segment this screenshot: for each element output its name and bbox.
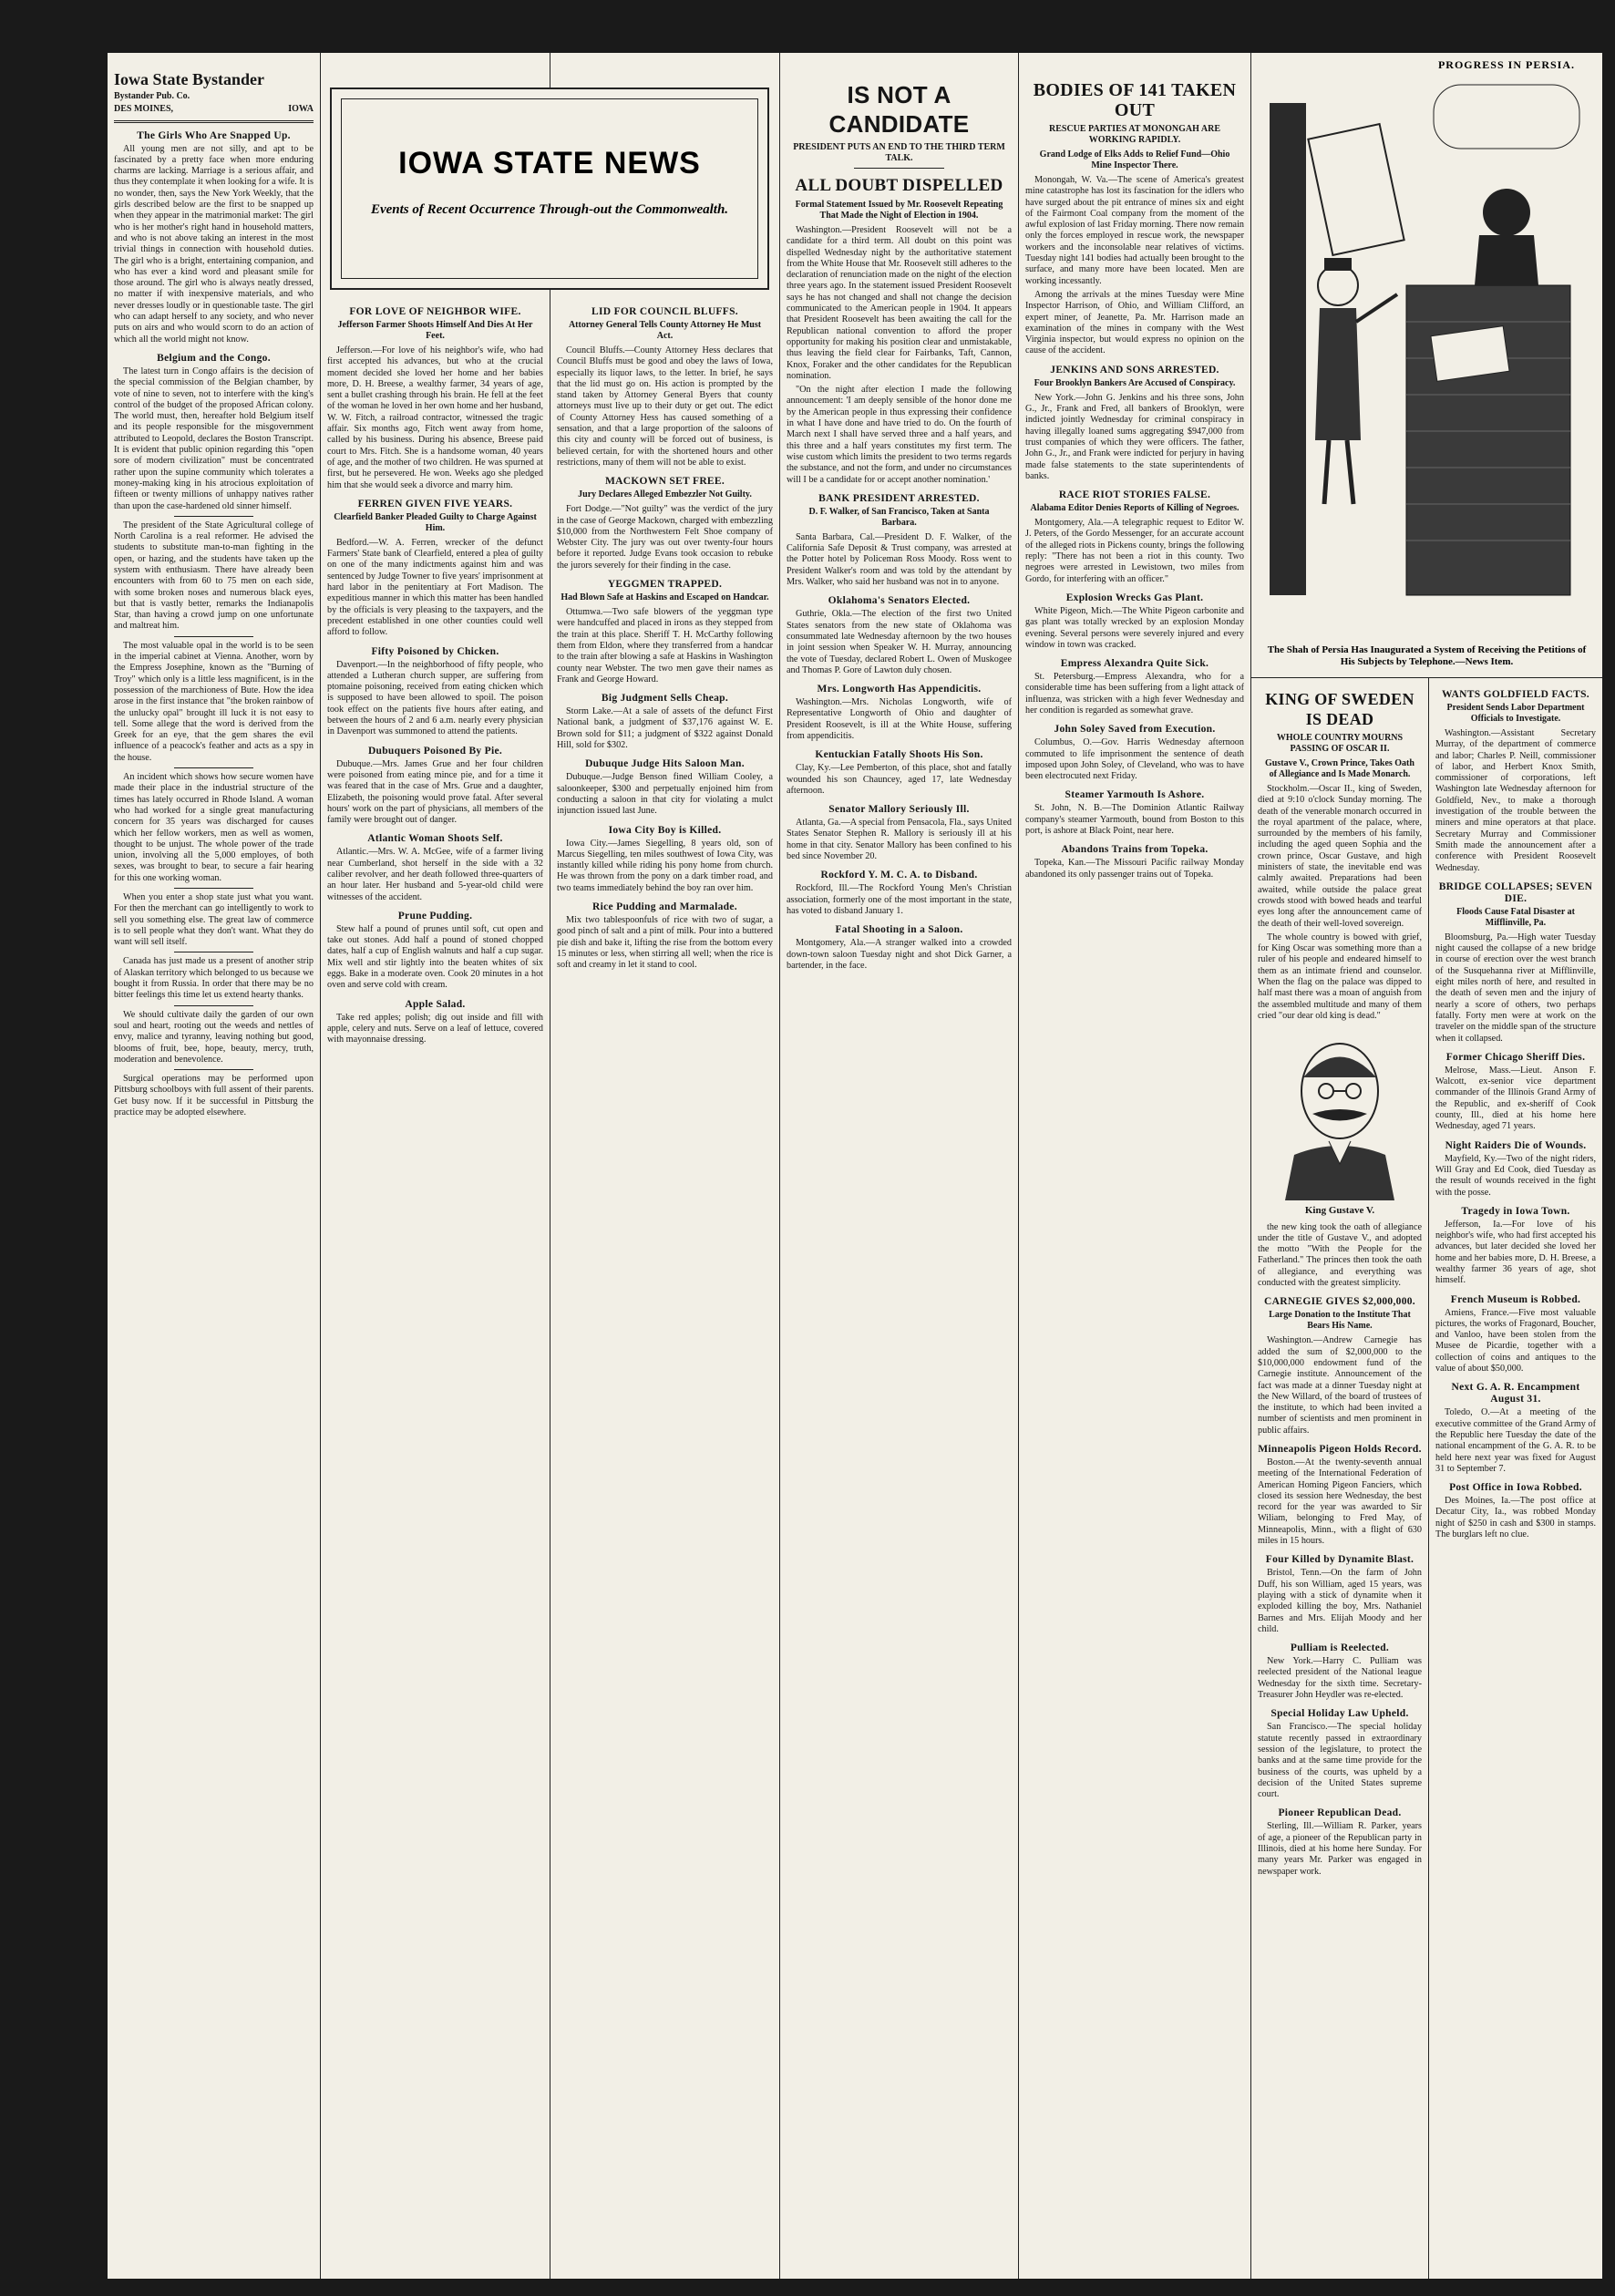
divider bbox=[854, 168, 944, 169]
article-body: Jefferson.—For love of his neighbor's wife, who had first accepted his advances, but who at the crucial moment decided she loved her home and her babies more, D. H. Breese, a wealthy farmer, 34 years of age, sent a bullet crashing through his brain. He fell at the feet of the woman he loved in her own home and her husband, W. W. Fitch, a railroad contractor, witnessed the tragic affair. Six months ago, Fitch went away from home, called by his business. During his absence, Breese paid court to Mrs. Fitch. She is a handsome woman, 40 years of age, and the mother of two children. He was spurned at first, but he persevered. He won. Weeks ago she pledged him that she would seek a divorce and marry him. bbox=[327, 345, 543, 490]
article-body: Take red apples; polish; dig out inside and fill with apple, celery and nuts. Serve on a leaf of lettuce, covered with mayonnaise dressing. bbox=[327, 1012, 543, 1045]
article-body: Davenport.—In the neighborhood of fifty people, who attended a Lutheran church supper, are suffering from ptomaine poisoning, received from eating chicken which is supposed to have been allowed to spoil. The poison took effect on the patients five hours after eating, and between the hours of 2 and 6 a.m. nearly every physician in Davenport was summoned to attend the patients. bbox=[327, 659, 543, 737]
article-headline: Big Judgment Sells Cheap. bbox=[601, 693, 729, 705]
masthead-state: IOWA bbox=[288, 104, 314, 115]
article-body: When you enter a shop state just what you want. For then the merchant can go intelligently to work to sell you something else. The great law of commerce is to sell people what they don't want. What they do want will sell itself. bbox=[114, 892, 314, 948]
article-headline: BODIES OF 141 TAKEN OUT bbox=[1033, 80, 1237, 120]
article-subhead: Jury Declares Alleged Embezzler Not Guilty. bbox=[578, 489, 752, 500]
article-subhead: President Sends Labor Department Officials to Investigate. bbox=[1446, 703, 1585, 724]
article-headline: Tragedy in Iowa Town. bbox=[1461, 1205, 1570, 1217]
article-headline: Special Holiday Law Upheld. bbox=[1270, 1708, 1409, 1720]
article-headline: MACKOWN SET FREE. bbox=[604, 476, 725, 488]
article-headline: Explosion Wrecks Gas Plant. bbox=[1065, 592, 1204, 603]
divider bbox=[174, 1069, 254, 1070]
article-body: Boston.—At the twenty-seventh annual meeting of the International Federation of American Homing Pigeon Fanciers, which closed its session here Wednesday, the best record for the year was awarded to Sir Wiliam, belonging to Fred May, of Minneapolis, Minn., with a flight of 630 miles in 15 hours. bbox=[1258, 1457, 1422, 1547]
article-headline: Empress Alexandra Quite Sick. bbox=[1060, 658, 1209, 670]
article-body: New York.—John G. Jenkins and his three sons, John G., Jr., Frank and Fred, all bankers of Brooklyn, were indicted jointly Wednesday for criminal conspiracy in having illegally loaned sums aggregating $947,000 from trust companies of which they were officers. The father, John G., Jr., and Frank were indicted for perjury in having made false statements to the state superintendents of banks. bbox=[1025, 392, 1244, 481]
article-headline: Pulliam is Reelected. bbox=[1290, 1642, 1390, 1654]
column-4 bbox=[780, 53, 1019, 2279]
masthead-issue: Bystander Pub. Co. bbox=[114, 91, 190, 101]
article-headline: Kentuckian Fatally Shoots His Son. bbox=[815, 749, 983, 761]
article-subhead: Four Brooklyn Bankers Are Accused of Conspiracy. bbox=[1034, 377, 1236, 388]
article-headline: Night Raiders Die of Wounds. bbox=[1445, 1139, 1587, 1151]
article-body: Jefferson, Ia.—For love of his neighbor's wife, who had first accepted his advances, but later decided she loved her home and her babies more, D. H. Breese, a wealthy farmer 36 years of age, shot himself. bbox=[1435, 1219, 1596, 1286]
banner-frame bbox=[341, 98, 758, 279]
article-headline: WANTS GOLDFIELD FACTS. bbox=[1442, 689, 1589, 700]
article-body: Mayfield, Ky.—Two of the night riders, Will Gray and Ed Cook, died Tuesday as the result of wounds received in the fight with the posse. bbox=[1435, 1153, 1596, 1198]
article-body: Among the arrivals at the mines Tuesday were Mine Inspector Harrison, of Ohio, and William Clifford, an expert miner, of Jeanette, Pa. Mr. Harrison made an examination of the mines in company with the West Virginia inspector, but would express no opinion on the cause of the accident. bbox=[1025, 289, 1244, 356]
masthead-city: DES MOINES, bbox=[114, 104, 174, 115]
article-body: The whole country is bowed with grief, for King Oscar was something more than a ruler of his people and endeared himself to them as an intimate friend and counselor. When the flag on the palace was dipped to half mast there was a moan of anguish from the assembled multitude and many of them cried "our dear old king is dead." bbox=[1258, 932, 1422, 1021]
column-3 bbox=[550, 53, 780, 2279]
article-headline: Iowa City Boy is Killed. bbox=[608, 824, 722, 836]
article-body: Des Moines, Ia.—The post office at Decatur City, Ia., was robbed Monday night of $250 in cash and $300 in stamps. The burglars left no clue. bbox=[1435, 1496, 1596, 1540]
article-body: Clay, Ky.—Lee Pemberton, of this place, shot and fatally wounded his son Chauncey, aged 17, late Wednesday afternoon. bbox=[787, 763, 1012, 796]
article-headline: CARNEGIE GIVES $2,000,000. bbox=[1264, 1296, 1415, 1308]
divider bbox=[174, 516, 254, 517]
article-body: The most valuable opal in the world is to be seen in the imperial cabinet at Vienna. Another, worn by the Empress Josephine, known as the "Burning of Troy" which only is a little less magnificent, is in the possession of the marchioness of Bute. How the idea arose in the first instance that "the broken rainbow of the unlucky opal" brought ill luck it is not easy to tell. Some allege that the word is derived from the Greek for an eye, that the gem shares the evil influence of a peacock's feather and acts as a spy in the house. bbox=[114, 640, 314, 763]
section-banner bbox=[330, 88, 769, 290]
article-headline: Dubuquers Poisoned By Pie. bbox=[367, 745, 503, 757]
article-subhead: RESCUE PARTIES AT MONONGAH ARE WORKING RAPIDLY. bbox=[1048, 124, 1220, 145]
article-headline: KING OF SWEDEN IS DEAD bbox=[1265, 690, 1414, 728]
cartoon-panel bbox=[1251, 53, 1602, 678]
article-body: St. Petersburg.—Empress Alexandra, who for a considerable time has been suffering from a light attack of influenza, was stricken with a high fever Wednesday and her condition is regarded as somewhat grave. bbox=[1025, 672, 1244, 716]
article-body: An incident which shows how secure women have made their place in the industrial structure of the times has lately occurred in Rhode Island. A woman who had worked for a single great manufacturing concern for 35 years was discharged for causes which her fellow workers, men as well as women, thought to be unjust. The whole power of the trade union, involving all the 5,000 employes, of both sexes, was brought to bear, to secure a fair hearing for this one working woman. bbox=[114, 772, 314, 883]
article-headline: Dubuque Judge Hits Saloon Man. bbox=[585, 758, 745, 770]
portrait-illustration bbox=[1258, 1027, 1422, 1200]
article-headline: Former Chicago Sheriff Dies. bbox=[1445, 1051, 1586, 1063]
article-body: White Pigeon, Mich.—The White Pigeon carbonite and gas plant was totally wrecked by an explosion Monday evening. Several persons were severely injured and every window in town was cracked. bbox=[1025, 605, 1244, 650]
article-body: Guthrie, Okla.—The election of the first two United States senators from the new state of Oklahoma was consummated late Wednesday afternoon by the two houses in joint session when Speaker W. H. Murray, announcing the vote of Tuesday, declared Robert L. Owen of Muskogee and Thomas P. Gore of Lawton duly chosen. bbox=[787, 609, 1012, 675]
divider bbox=[114, 120, 314, 123]
article-body: Bedford.—W. A. Ferren, wrecker of the defunct Farmers' State bank of Clearfield, entered a plea of guilty on one of the many indictments against him and was sentenced by Judge Towner to five years' imprisonment at hard labor in the penitentiary at Fort Madison. The expeditious manner in which this matter has been handled by the officials is very pleasing to the taxpayers, and the precedent established in one other counties could well afford to follow. bbox=[327, 537, 543, 638]
article-body: Storm Lake.—At a sale of assets of the defunct First National bank, a judgment of $37,176 against W. E. Brown sold for $11; a judgment of $322 against Donald Hill, sold for $302. bbox=[557, 706, 773, 751]
article-subhead: D. F. Walker, of San Francisco, Taken at Santa Barbara. bbox=[808, 506, 990, 528]
portrait-king-gustave bbox=[1258, 1027, 1422, 1216]
article-body: Fort Dodge.—"Not guilty" was the verdict of the jury in the case of George Mackown, charged with embezzling $10,000 from the Northwestern Felt Shoe company of Webster City. The jury was out over twenty-four hours before it reported. Judge Evans took occasion to rebuke the jurors severely for their finding in the case. bbox=[557, 504, 773, 571]
divider bbox=[174, 767, 254, 768]
column-1 bbox=[108, 53, 321, 2279]
article-body: Mix two tablespoonfuls of rice with two of sugar, a good pinch of salt and a pint of milk. Pour into a buttered pie dish and bake it, lifting the rise from the bottom every 15 minutes or less, when stirring all well; when the rice is soft and creamy in let it stand to cool. bbox=[557, 914, 773, 971]
article-body: Sterling, Ill.—William R. Parker, years of age, a pioneer of the Republican party in Illinois, died at his home here Sunday. For many years Mr. Parker was engaged in newspaper work. bbox=[1258, 1821, 1422, 1877]
article-body: Bloomsburg, Pa.—High water Tuesday night caused the collapse of a new bridge in course of erection over the west branch of the Susquehanna river at Mifflinville, eight miles north of here, and resulted in the death of seven men and the injury of nearly a score of others, two perhaps fatally. Forty men were at work on the traveler on the middle span of the structure when it collapsed. bbox=[1435, 932, 1596, 1044]
article-body: Montgomery, Ala.—A telegraphic request to Editor W. J. Peters, of the Gordo Messenger, for an accurate account of the alleged riots in Pickens county, brings the following reply: "There has not been a riot in this county. Two negroes were arrested in Lewistown, two miles from Gordo, for interfering with an officer." bbox=[1025, 518, 1244, 584]
article-headline: ALL DOUBT DISPELLED bbox=[795, 176, 1003, 195]
article-body: Surgical operations may be performed upon Pittsburg schoolboys with full assent of their parents. Get busy now. If it be successful in Pittsburg the practice may be adopted elsewhere. bbox=[114, 1074, 314, 1118]
article-body: Bristol, Tenn.—On the farm of John Duff, his son William, aged 15 years, was playing with a stick of dynamite when it exploded killing the boy, Mrs. Nathaniel Barnes and Mrs. Elijah Moody and her child. bbox=[1258, 1568, 1422, 1634]
column-5 bbox=[1019, 53, 1251, 2279]
article-headline: French Museum is Robbed. bbox=[1450, 1293, 1581, 1305]
article-body: Toledo, O.—At a meeting of the executive committee of the Grand Army of the Republic here Tuesday the date of the national encampment of the G. A. R. to be held here next year was fixed for August 31 to September 7. bbox=[1435, 1407, 1596, 1474]
article-headline: Fatal Shooting in a Saloon. bbox=[835, 924, 963, 936]
article-headline: Rice Pudding and Marmalade. bbox=[592, 901, 737, 912]
article-headline: YEGGMEN TRAPPED. bbox=[607, 579, 723, 591]
article-body: Monongah, W. Va.—The scene of America's greatest mine catastrophe has lost its fascination for the idlers who have surged about the pit entrance of mines six and eight of the Fairmont Coal company from the moment of the awful explosion of last Friday morning. There now remain only the forces employed in rescue work, the newspaper workers and the inconsolable near relatives of victims. Tuesday night 141 bodies had actually been brought to the surface, and many more have been located. Men are working incessantly. bbox=[1025, 175, 1244, 286]
article-body: Columbus, O.—Gov. Harris Wednesday afternoon commuted to life imprisonment the sentence of death imposed upon John Soley, of Cleveland, who was to have been electrocuted next Friday. bbox=[1025, 737, 1244, 782]
article-body: "On the night after election I made the following announcement: 'I am deeply sensible of the honor done me by the American people in thus expressing their confidence in what I have done and have tried to do. On the fourth of March next I shall have served three and a half years, and this three and a half years constitutes my first term. The wise custom which limits the president to two terms regards the substance, and not the form, and under no circumstances will I be a candidate for or accept another nomination.' bbox=[787, 385, 1012, 485]
divider bbox=[174, 636, 254, 637]
article-headline: BRIDGE COLLAPSES; SEVEN DIE. bbox=[1438, 880, 1593, 904]
article-body: Stew half a pound of prunes until soft, cut open and take out stones. Add half a pound of stoned chopped dates, half a cup of English walnuts and half a cup sugar. Mix well and stir lightly into the beaten whites of six eggs. Bake in a moderate oven. Cook 20 minutes in a hot oven and serve cold with cream. bbox=[327, 923, 543, 991]
article-headline: Apple Salad. bbox=[405, 998, 466, 1010]
article-body: Dubuque.—Judge Benson fined William Cooley, a saloonkeeper, $300 and perpetually enjoined him from conducting a saloon in that city for violating a mulct injunction issued last June. bbox=[557, 772, 773, 817]
article-subhead: Had Blown Safe at Haskins and Escaped on Handcar. bbox=[561, 592, 769, 603]
article-headline: FERREN GIVEN FIVE YEARS. bbox=[357, 498, 513, 510]
article-body: The latest turn in Congo affairs is the decision of the special commission of the Belgian chamber, by vote of nine to seven, not to interfere with the king's control of the budget of the proposed African colony. The world must, then, hereafter hold Belgium itself and its people responsible for the misgovernment attributed to Leopold, declares the Boston Transcript. It is evident that public opinion regarding this "open sore of modern civilization" must be concentrated rather upon the supine community which tolerates a money-making king in his atrocious exploitation of fifteen or twenty millions of unhappy natives rather than upon the case-hardened old sinner himself. bbox=[114, 366, 314, 511]
article-headline: Four Killed by Dynamite Blast. bbox=[1265, 1554, 1414, 1566]
article-headline: Rockford Y. M. C. A. to Disband. bbox=[820, 870, 978, 881]
article-subhead: Attorney General Tells County Attorney He Must Act. bbox=[568, 320, 762, 341]
article-headline: Oklahoma's Senators Elected. bbox=[828, 595, 971, 607]
article-body: Santa Barbara, Cal.—President D. F. Walker, of the California Safe Deposit & Trust company, was arrested at the Potter hotel by Policeman Ross Moody. Ross went to President Walker's room and was told by the attendant by Mrs. Walker, who said her husband was not in to anyone. bbox=[787, 531, 1012, 588]
article-body: the new king took the oath of allegiance under the title of Gustave V., and adopted the motto "With the People for the Fatherland." The princes then took the oath of allegiance, and everything was conducted with the greatest simplicity. bbox=[1258, 1221, 1422, 1289]
article-body: Washington.—Assistant Secretary Murray, of the department of commerce and labor; Charles P. Neill, commissioner of labor, and Herbert Knox Smith, commissioner of corporations, left Washington late Wednesday afternoon for Goldfield, Nev., to make a thorough investigation of the trouble between the miners and mine operators at that place. Secretary Murray and Commissioner Smith made the announcement after a conference with President Roosevelt Wednesday. bbox=[1435, 728, 1596, 873]
article-headline: Mrs. Longworth Has Appendicitis. bbox=[817, 684, 982, 695]
article-body: The president of the State Agricultural college of North Carolina is a real reformer. He advised the students to substitute man-to-man fighting in the open, or hazing, and the students have taken up the system with enthusiasm. There have already been encounters with from 60 to 75 men on each side, with some broken noses and numerous black eyes, but that is vastly better, remarks the Indianapolis Star, than having a crowd jump on one unfortunate and maltreat him. bbox=[114, 520, 314, 632]
article-body: Atlanta, Ga.—A special from Pensacola, Fla., says United States Senator Stephen R. Mallory is seriously ill at his home in that city. Senator Mallory has been confined to his bed since November 20. bbox=[787, 818, 1012, 862]
article-headline: Pioneer Republican Dead. bbox=[1278, 1807, 1402, 1819]
article-body: Iowa City.—James Siegelling, 8 years old, son of Marcus Siegelling, ten miles southwest of Iowa City, was instantly killed while riding his pony home from church. He was thrown from the pony on a dark timber road, and two teams immediately behind the boy ran over him. bbox=[557, 838, 773, 893]
banner-tagline: Events of Recent Occurrence Through-out the Commonwealth. bbox=[370, 202, 729, 217]
article-body: Topeka, Kan.—The Missouri Pacific railway Monday abandoned its only passenger trains out of Topeka. bbox=[1025, 858, 1244, 880]
article-subhead: Gustave V., Crown Prince, Takes Oath of Allegiance and Is Made Monarch. bbox=[1265, 758, 1414, 779]
newspaper-page bbox=[108, 53, 1602, 2279]
article-body: Rockford, Ill.—The Rockford Young Men's Christian association, formerly one of the most important in the state, has voted to disband January 1. bbox=[787, 883, 1012, 916]
divider bbox=[174, 888, 254, 889]
article-subhead: Grand Lodge of Elks Adds to Relief Fund—Ohio Mine Inspector There. bbox=[1039, 149, 1230, 170]
divider bbox=[174, 1005, 254, 1006]
article-body: Washington.—Mrs. Nicholas Longworth, wife of Representative Longworth of Ohio and daughter of President Roosevelt, is ill at the White House, suffering from appendicitis. bbox=[787, 697, 1012, 741]
banner-title: IOWA STATE NEWS bbox=[398, 146, 701, 180]
article-headline: Steamer Yarmouth Is Ashore. bbox=[1065, 789, 1205, 801]
article-subhead: Large Donation to the Institute That Bears His Name. bbox=[1269, 1310, 1411, 1332]
article-headline: Senator Mallory Seriously Ill. bbox=[828, 804, 970, 816]
article-body: Dubuque.—Mrs. James Grue and her four children were poisoned from eating mince pie, and for a time it was feared that in the case of Mrs. Grue and a daughter, Elizabeth, the poisoning would prove fatal. After several hours' work on the part of physicians, all members of the family were brought out of danger. bbox=[327, 758, 543, 826]
article-headline: Fifty Poisoned by Chicken. bbox=[371, 645, 499, 657]
article-body: Washington.—Andrew Carnegie has added the sum of $2,000,000 to the $10,000,000 endowment fund of the Carnegie institute. Announcement of the fact was made at a dinner Tuesday night at the New Willard, of the board of trustees of the institute, to which had been invited a number of scientists and men prominent in public affairs. bbox=[1258, 1335, 1422, 1436]
article-body: Melrose, Mass.—Lieut. Anson F. Walcott, ex-senior vice department commander of the Illinois Grand Army of the Republic, and ex-sheriff of Cook county, Ill., died at his home here Wednesday, aged 71 years. bbox=[1435, 1065, 1596, 1132]
article-headline: JENKINS AND SONS ARRESTED. bbox=[1050, 364, 1219, 376]
article-subhead: Floods Cause Fatal Disaster at Mifflinville, Pa. bbox=[1456, 906, 1575, 928]
cartoon-caption: The Shah of Persia Has Inaugurated a System of Receiving the Petitions of His Subjects by Telephone.—News Item. bbox=[1267, 644, 1587, 667]
article-subhead: Jefferson Farmer Shoots Himself And Dies At Her Feet. bbox=[337, 320, 533, 341]
article-headline: BANK PRESIDENT ARRESTED. bbox=[818, 492, 980, 504]
article-headline: FOR LOVE OF NEIGHBOR WIFE. bbox=[349, 306, 521, 317]
article-body: Amiens, France.—Five most valuable pictures, the works of Fragonard, Boucher, and Vanloo, have been stolen from the Musee de Picardie, together with a collection of coins and antiques to the value of about $50,000. bbox=[1435, 1307, 1596, 1375]
article-body: Washington.—President Roosevelt will not be a candidate for a third term. All doubt on this point was dispelled Wednesday night by the authoritative statement from the White House that Mr. Roosevelt still adheres to the declaration of renunciation made on the night of the election three years ago. In the statement issued President Roosevelt says he has not changed and shall not change the decision communicated to the American people in 1904. It appears that President Roosevelt has been awaiting the call for the Republican national convention to afford the proper opportunity for making his position clear and unmistakable, thus leaving the field clear for Fairbanks, Taft, Cannon, Knox, Foraker and the other candidates for the Republican nomination. bbox=[787, 225, 1012, 381]
article-headline: Minneapolis Pigeon Holds Record. bbox=[1258, 1443, 1422, 1455]
article-body: Ottumwa.—Two safe blowers of the yeggman type were handcuffed and placed in irons as they stepped from the train at this place. Sheriff T. H. McCarthy following them from Eldon, where they transferred from a handcar to the train after blowing a safe at Haskins in Washington county near Webster. The two men gave their names as Frank and George Howard. bbox=[557, 607, 773, 685]
cartoon-header: PROGRESS IN PERSIA. bbox=[1437, 58, 1575, 71]
article-headline: Prune Pudding. bbox=[397, 910, 473, 921]
article-headline: Belgium and the Congo. bbox=[157, 352, 271, 364]
article-subhead: WHOLE COUNTRY MOURNS PASSING OF OSCAR II. bbox=[1276, 733, 1404, 754]
masthead-title: Iowa State Bystander bbox=[114, 70, 264, 88]
article-subhead: Formal Statement Issued by Mr. Roosevelt Repeating That Made the Night of Election in 1904. bbox=[795, 200, 1003, 221]
masthead-dateline bbox=[114, 104, 314, 115]
article-headline: Abandons Trains from Topeka. bbox=[1061, 844, 1209, 856]
article-subhead: PRESIDENT PUTS AN END TO THE THIRD TERM TALK. bbox=[793, 142, 1005, 163]
article-body: Canada has just made us a present of another strip of Alaskan territory which belonged to us because we bought it from Russia. In order that there may be no bitter feelings this time let us extend hearty thanks. bbox=[114, 956, 314, 1001]
article-body: We should cultivate daily the garden of our own soul and heart, rooting out the weeds and nettles of envy, malice and tyranny, leaving nothing but good, blooms of fruit, bee, hope, beauty, mercy, truth, moderation and benevolence. bbox=[114, 1009, 314, 1065]
article-subhead: Clearfield Banker Pleaded Guilty to Charge Against Him. bbox=[334, 511, 537, 533]
column-2 bbox=[321, 53, 550, 2279]
article-headline: Atlantic Woman Shoots Self. bbox=[367, 833, 503, 845]
article-headline: LID FOR COUNCIL BLUFFS. bbox=[591, 306, 738, 317]
article-body: All young men are not silly, and apt to be fascinated by a pretty face when more enduring charms are lacking. Marriage is a serious affair, and thus they contemplate it when looking for a wife. It is no wonder, then, says the New York Weekly, that the girls described below are the first to be snapped up when they appear in the matrimonial market: The girl who is her mother's right hand in household matters, and who is not above taking an interest in the most trivial things in connection with household duties. The girl who is a bright, entertaining companion, and who has ever a kind word and pleasant smile for those around. The girl who is always neatly dressed, no matter if with inexpensive materials, and who never dresses loudly or in questionable taste. The girl who can adapt herself to any society, and who never puts on airs and who would scorn to do an action of which all the world might not know. bbox=[114, 143, 314, 345]
article-body: New York.—Harry C. Pulliam was reelected president of the National league Wednesday for the sixth time. Secretary-Treasurer John Heydler was re-elected. bbox=[1258, 1656, 1422, 1701]
article-headline: John Soley Saved from Execution. bbox=[1054, 724, 1216, 736]
article-body: San Francisco.—The special holiday statute recently passed in extraordinary session of the legislature, to protect the banks and at the same time provide for the business of the courts, was upheld by a decision of the United States supreme court. bbox=[1258, 1722, 1422, 1800]
article-body: Atlantic.—Mrs. W. A. McGee, wife of a farmer living near Cumberland, shot herself in the side with a 32 caliber revolver, and her death followed three-quarters of an hour later. Her husband and 5-year-old child were witnesses of the accident. bbox=[327, 847, 543, 902]
article-body: Stockholm.—Oscar II., king of Sweden, died at 9:10 o'clock Sunday morning. The death of the venerable monarch occurred in the royal apartment of the palace, where, surrounded by the members of his family, including the aged queen Sophia and the crown prince, Oscar Gustave, and high ministers of state, the inevitable end was calmly awaited. Preparations had been awaited, while outside the palace great crowds stood with bowed heads and tearful eyes long after the announcement came of the death of their well-loved sovereign. bbox=[1258, 784, 1422, 929]
article-headline: Post Office in Iowa Robbed. bbox=[1449, 1482, 1582, 1494]
portrait-caption: King Gustave V. bbox=[1304, 1204, 1375, 1216]
article-headline: Next G. A. R. Encampment August 31. bbox=[1451, 1382, 1580, 1405]
article-body: Council Bluffs.—County Attorney Hess declares that Council Bluffs must be good and obey the laws of Iowa, especially its liquor laws, to the letter. In brief, he says that the lid must go on. His action is prompted by the stand taken by Attorney General Byers that county attorneys must live up to their duty or get out. The edict of County Attorney Hess has caused something of a sensation, and that a large proportion of the saloons of this city and county will be forced out of business, is believed certain, for with the shortened hours and other restrictions, many of them will not be able to exist. bbox=[557, 345, 773, 468]
article-body: Montgomery, Ala.—A stranger walked into a crowded down-town saloon Tuesday night and shot Dick Garner, a bartender, in the face. bbox=[787, 938, 1012, 971]
article-headline: The Girls Who Are Snapped Up. bbox=[137, 129, 291, 141]
article-body: St. John, N. B.—The Dominion Atlantic Railway company's steamer Yarmouth, bound from Boston to this port, is ashore at Black Point, near here. bbox=[1025, 803, 1244, 837]
article-headline: IS NOT A CANDIDATE bbox=[828, 81, 970, 138]
article-subhead: Alabama Editor Denies Reports of Killing of Negroes. bbox=[1030, 503, 1240, 514]
cartoon-illustration bbox=[1251, 76, 1602, 613]
article-headline: RACE RIOT STORIES FALSE. bbox=[1058, 489, 1211, 501]
